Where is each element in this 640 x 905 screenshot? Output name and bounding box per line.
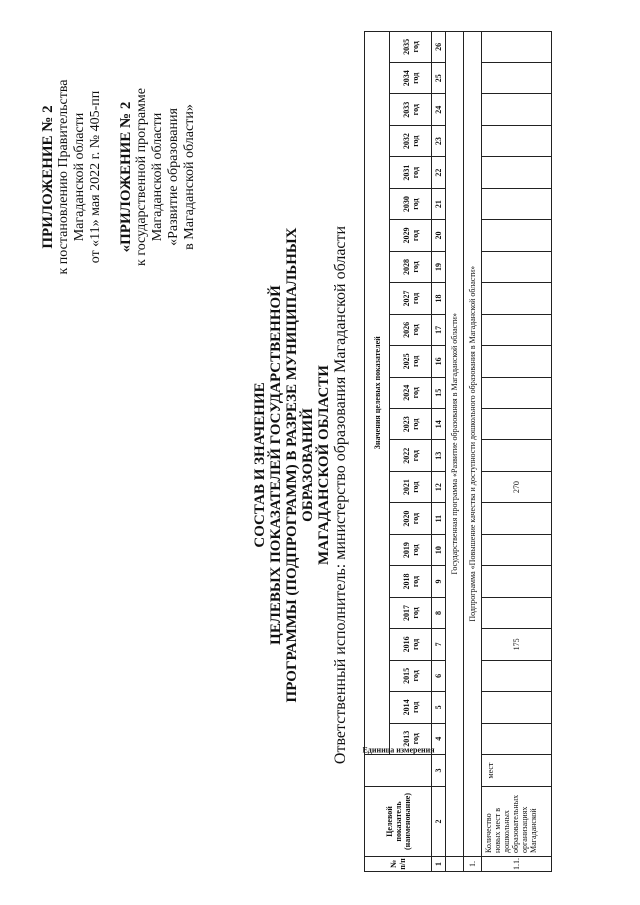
column-number: 20 xyxy=(432,220,446,251)
year-value: 2032 xyxy=(401,133,411,150)
year-header xyxy=(390,346,432,377)
value-cell-2033 xyxy=(482,94,552,125)
year-header xyxy=(390,629,432,660)
approval-line: Магаданской области xyxy=(72,112,87,242)
year-header xyxy=(390,660,432,691)
year-value: 2022 xyxy=(401,447,411,464)
year-suffix: год xyxy=(410,198,420,210)
year-suffix: год xyxy=(410,575,420,588)
year-suffix: год xyxy=(410,292,420,305)
column-number: 25 xyxy=(432,63,446,94)
value-cell-2014 xyxy=(482,692,552,723)
row-indicator-name: Количество новых мест в дошкольных образовательных организациях Магаданской xyxy=(482,787,552,857)
value-cell-2030 xyxy=(482,188,552,219)
indicators-table-wrap xyxy=(361,0,552,872)
value-cell-2027 xyxy=(482,283,552,314)
column-number: 13 xyxy=(432,440,446,471)
value-cell-2022 xyxy=(482,440,552,471)
value-cell-2023 xyxy=(482,409,552,440)
column-number: 23 xyxy=(432,125,446,156)
year-value: 2035 xyxy=(401,38,411,55)
column-number: 3 xyxy=(432,755,446,787)
year-header xyxy=(390,157,432,188)
year-value: 2013 xyxy=(401,730,411,747)
column-number: 21 xyxy=(432,188,446,219)
year-value: 2025 xyxy=(401,353,411,370)
column-number: 9 xyxy=(432,566,446,597)
year-header xyxy=(390,314,432,345)
column-number: 2 xyxy=(432,787,446,857)
year-suffix: год xyxy=(410,261,420,273)
appendix-title: ПРИЛОЖЕНИЕ № 2 xyxy=(40,105,56,249)
year-header xyxy=(390,283,432,314)
year-value: 2031 xyxy=(401,164,411,181)
approval-line: к постановлению Правительства xyxy=(56,79,71,275)
column-number: 7 xyxy=(432,629,446,660)
header-indicator-name: Целевой показатель (наименование) xyxy=(365,787,432,857)
year-header xyxy=(390,63,432,94)
value-cell-2021: 270 xyxy=(482,471,552,502)
indicators-table xyxy=(361,0,552,872)
year-value: 2034 xyxy=(401,70,411,87)
year-suffix: год xyxy=(410,544,420,556)
value-cell-2029 xyxy=(482,220,552,251)
year-suffix: год xyxy=(410,324,420,336)
year-header xyxy=(390,251,432,282)
year-value: 2030 xyxy=(401,196,411,213)
value-cell-2028 xyxy=(482,251,552,282)
year-value: 2018 xyxy=(401,573,411,590)
approval-line: к государственной программе xyxy=(134,88,149,266)
row-unit: мест xyxy=(482,755,552,787)
value-cell-2020 xyxy=(482,503,552,534)
value-cell-2015 xyxy=(482,660,552,691)
year-suffix: год xyxy=(410,418,420,430)
column-number: 1 xyxy=(432,857,446,872)
approval-line: в Магаданской области» xyxy=(182,104,197,250)
year-header xyxy=(390,597,432,628)
year-value: 2019 xyxy=(401,542,411,559)
value-cell-2017 xyxy=(482,597,552,628)
table-row xyxy=(482,0,552,872)
year-header xyxy=(390,377,432,408)
value-cell-2024 xyxy=(482,377,552,408)
year-suffix: год xyxy=(410,481,420,493)
value-cell-2018 xyxy=(482,566,552,597)
year-suffix: год xyxy=(410,72,420,84)
subprogram-number: 1. xyxy=(464,857,482,872)
year-header xyxy=(390,534,432,565)
subprogram-row xyxy=(464,0,482,872)
year-suffix: год xyxy=(410,607,420,619)
year-header xyxy=(390,94,432,125)
year-value: 2028 xyxy=(401,258,411,275)
year-header xyxy=(390,692,432,723)
year-suffix: год xyxy=(410,104,420,116)
year-value: 2017 xyxy=(401,604,411,621)
column-number: 14 xyxy=(432,409,446,440)
year-header xyxy=(390,471,432,502)
header-unit-text: Единица измерения xyxy=(361,745,435,755)
column-number: 19 xyxy=(432,251,446,282)
year-header xyxy=(390,220,432,251)
column-number: 12 xyxy=(432,471,446,502)
year-header xyxy=(390,566,432,597)
year-suffix: год xyxy=(410,450,420,462)
value-cell-2013 xyxy=(482,723,552,754)
value-cell-2019 xyxy=(482,534,552,565)
year-header xyxy=(390,440,432,471)
year-suffix: год xyxy=(410,638,420,651)
year-header xyxy=(390,125,432,156)
value-cell-2026 xyxy=(482,314,552,345)
column-number: 15 xyxy=(432,377,446,408)
column-number: 8 xyxy=(432,597,446,628)
approval-line: «Развитие образования xyxy=(166,108,181,246)
title-line: МАГАДАНСКОЙ ОБЛАСТИ xyxy=(316,365,332,565)
program-row xyxy=(446,0,464,872)
year-value: 2023 xyxy=(401,416,411,433)
column-number: 26 xyxy=(432,31,446,62)
year-value: 2015 xyxy=(401,667,411,684)
header-values: Значения целевых показателей xyxy=(365,31,390,754)
title-line: ЦЕЛЕВЫХ ПОКАЗАТЕЛЕЙ ГОСУДАРСТВЕННОЙ xyxy=(268,285,284,645)
years-row xyxy=(390,0,432,872)
year-value: 2016 xyxy=(401,636,411,653)
year-value: 2033 xyxy=(401,101,411,118)
header-number: № п/п xyxy=(365,857,432,872)
year-suffix: год xyxy=(410,135,420,147)
year-value: 2020 xyxy=(401,510,411,527)
title-line: ПРОГРАММЫ (ПОДПРОГРАММ) В РАЗРЕЗЕ МУНИЦИПАЛЬНЫХ ОБРАЗОВАНИЙ xyxy=(284,227,316,703)
year-value: 2021 xyxy=(401,479,411,496)
subprogram-name: Подпрограмма «Повышение качества и доступности дошкольного образования в Магаданской области» xyxy=(464,31,482,856)
year-suffix: год xyxy=(410,670,420,682)
appendix-title-2: «ПРИЛОЖЕНИЕ № 2 xyxy=(118,101,134,253)
column-number: 22 xyxy=(432,157,446,188)
column-number: 17 xyxy=(432,314,446,345)
value-cell-2034 xyxy=(482,63,552,94)
year-suffix: год xyxy=(410,41,420,53)
value-cell-2035 xyxy=(482,31,552,62)
value-cell-2025 xyxy=(482,346,552,377)
year-value: 2026 xyxy=(401,321,411,338)
year-header xyxy=(390,503,432,534)
title-line: СОСТАВ И ЗНАЧЕНИЕ xyxy=(252,382,268,548)
year-header xyxy=(390,188,432,219)
year-suffix: год xyxy=(410,229,420,242)
year-suffix: год xyxy=(410,733,420,745)
year-suffix: год xyxy=(410,701,420,713)
document-title xyxy=(252,185,332,745)
year-value: 2027 xyxy=(401,290,411,307)
year-value: 2014 xyxy=(401,699,411,716)
year-header xyxy=(390,31,432,62)
column-number: 5 xyxy=(432,692,446,723)
value-cell-2031 xyxy=(482,157,552,188)
approval-line: Магаданской области xyxy=(150,112,165,242)
year-suffix: год xyxy=(410,167,420,179)
column-number: 24 xyxy=(432,94,446,125)
value-cell-2032 xyxy=(482,125,552,156)
year-value: 2029 xyxy=(401,227,411,244)
header-unit xyxy=(361,745,435,787)
approval-block xyxy=(40,27,198,327)
value-cell-2016: 175 xyxy=(482,629,552,660)
year-suffix: год xyxy=(410,355,420,367)
year-suffix: год xyxy=(410,512,420,525)
approval-line: от «11» мая 2022 г. № 405-пп xyxy=(88,90,103,264)
column-number: 4 xyxy=(432,723,446,754)
row-number: 1.1. xyxy=(482,857,552,872)
column-number: 18 xyxy=(432,283,446,314)
column-numbers-row xyxy=(432,0,446,872)
year-header xyxy=(390,409,432,440)
year-value: 2024 xyxy=(401,384,411,401)
column-number: 10 xyxy=(432,534,446,565)
column-number: 6 xyxy=(432,660,446,691)
program-name: Государственная программа «Развитие образования в Магаданской области» xyxy=(446,31,464,856)
column-number: 16 xyxy=(432,346,446,377)
responsible-executor: Ответственный исполнитель: министерство образования Магаданской области xyxy=(332,225,349,765)
column-number: 11 xyxy=(432,503,446,534)
year-suffix: год xyxy=(410,387,420,399)
